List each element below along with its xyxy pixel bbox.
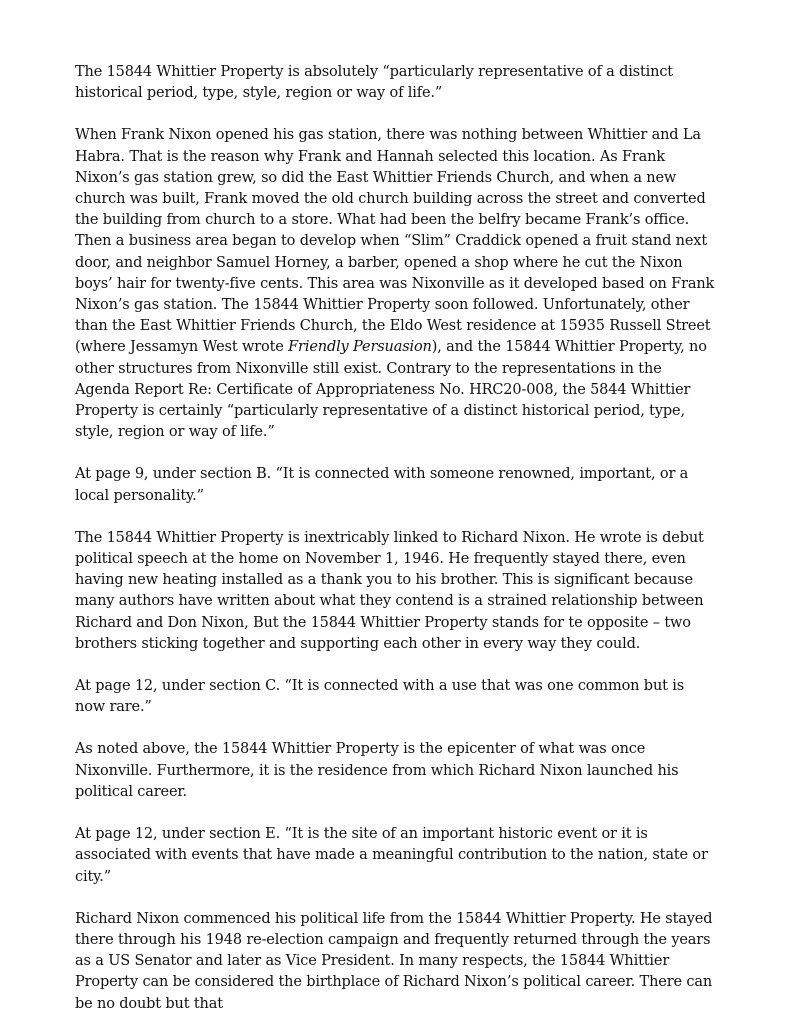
paragraph-nixonville-text-1: When Frank Nixon opened his gas station, there was nothing between Whittier and La Habra. That is the reason why Frank and Hannah selected this location. As Frank Nixon’s gas station grew, so did the East Whittier Friends Church, and when a new church was built, Frank moved the old church building across the street and converted the building from church to a store. What had been the belfry became Frank’s office. Then a business area began to develop when “Slim” Craddick opened a fruit stand next door, and neighbor Samuel Horney, a barber, opened a shop where he cut the Nixon boys’ hair for twenty-five cents. This area was Nixonville as it developed based on Frank Nixon’s gas station. The 15844 Whittier Property soon followed. Unfortunately, other than the East Whittier Friends Church, the Eldo West residence at 15935 Russell Street (where Jessamyn West wrote (75, 127, 715, 356)
paragraph-section-b-heading: At page 9, under section B. “It is connected with someone renowned, important, or a local personality.” (75, 466, 689, 504)
paragraph-political-life: Richard Nixon commenced his political life from the 15844 Whittier Property. He stayed there through his 1948 re-election campaign and frequently returned through the years as a US Senator and later as Vice President. In many respects, the 15844 Whittier Property can be considered the birthplace of Richard Nixon’s political career. There can be no doubt but that (75, 910, 713, 1012)
document-page (75, 62, 715, 1036)
paragraph-section-c-heading: At page 12, under section C. “It is connected with a use that was one common but is now rare.” (75, 678, 685, 716)
book-title-italic: Friendly Persuasion (288, 339, 432, 356)
paragraph-epicenter: As noted above, the 15844 Whittier Property is the epicenter of what was once Nixonville. Furthermore, it is the residence from which Richard Nixon launched his political career. (75, 741, 679, 800)
paragraph-section-e-heading: At page 12, under section E. “It is the site of an important historic event or it is associated with events that have made a meaningful contribution to the nation, state or city.” (75, 826, 708, 885)
paragraph-nixonville-history (75, 125, 715, 443)
paragraph-intro: The 15844 Whittier Property is absolutely “particularly representative of a distinct historical period, type, style, region or way of life.” (75, 64, 673, 102)
paragraph-nixonville-text-2: ), and the 15844 Whittier Property, no other structures from Nixonville still exist. Contrary to the representations in the Agenda Report Re: Certificate of Appropriateness No. HRC20-008, the 5844 Whittier Property is certainly “particularly representative of a distinct historical period, type, style, region or way of life.” (75, 339, 707, 441)
paragraph-richard-nixon-link: The 15844 Whittier Property is inextricably linked to Richard Nixon. He wrote is debut political speech at the home on November 1, 1946. He frequently stayed there, even having new heating installed as a thank you to his brother. This is significant because many authors have written about what they contend is a strained relationship between Richard and Don Nixon, But the 15844 Whittier Property stands for te opposite – two brothers sticking together and supporting each other in every way they could. (75, 529, 704, 652)
